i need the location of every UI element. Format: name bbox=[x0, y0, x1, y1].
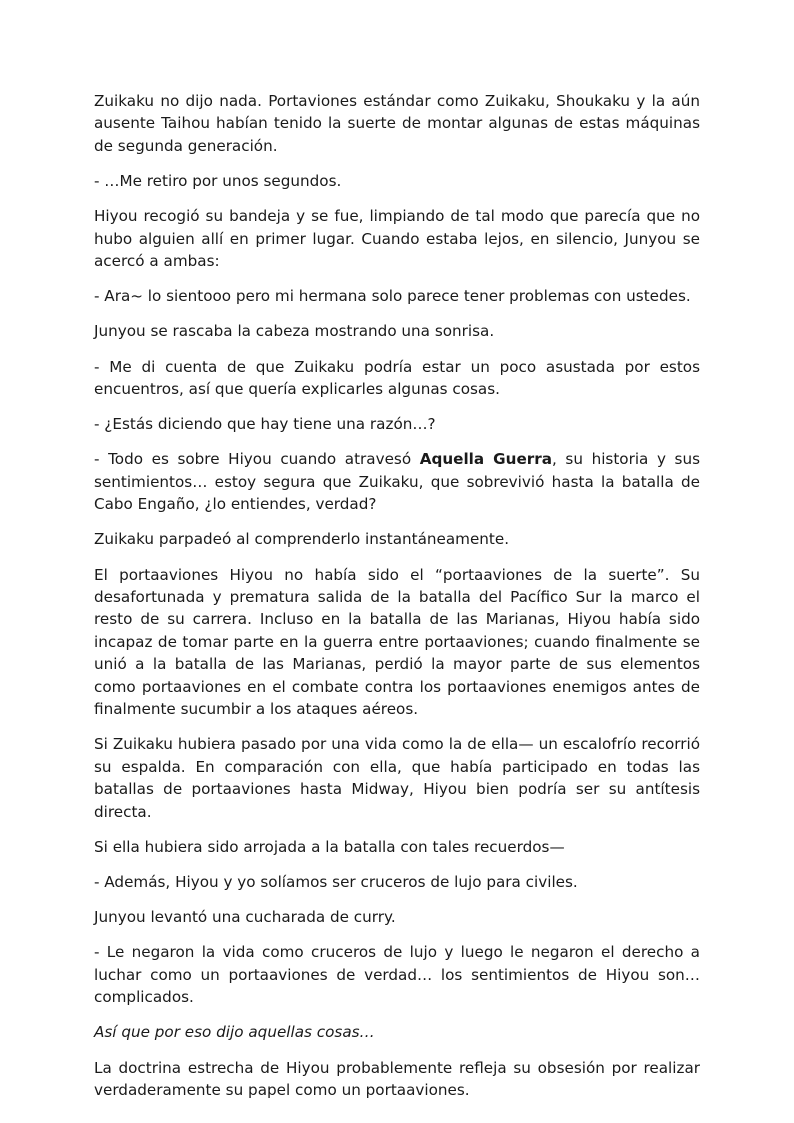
dialogue-line-7: - Le negaron la vida como cruceros de lujo y luego le negaron el derecho a luchar como un portaaviones de verdad… los sentimientos de Hiyou son… complicados. bbox=[94, 943, 700, 1007]
inner-thought: Así que por eso dijo aquellas cosas… bbox=[94, 1023, 375, 1042]
paragraph-6: Si Zuikaku hubiera pasado por una vida como la de ella— un escalofrío recorrió su espalda. En comparación con ella, que había participado en todas las batallas de portaaviones hasta Midway, Hiyou bien podría ser su antítesis directa. bbox=[94, 735, 700, 821]
dialogue-line-5-end: , su historia y sus sentimientos… estoy segura que Zuikaku, que sobrevivió hasta la batalla de Cabo Engaño, ¿lo entiendes, verdad? bbox=[94, 450, 700, 514]
dialogue-line-5 bbox=[94, 448, 700, 515]
dialogue-line-1: - …Me retiro por unos segundos. bbox=[94, 172, 342, 191]
dialogue-line-3: - Me di cuenta de que Zuikaku podría estar un poco asustada por estos encuentros, así que quería explicarles algunas cosas. bbox=[94, 357, 700, 399]
paragraph-9: La doctrina estrecha de Hiyou probablemente refleja su obsesión por realizar verdaderamente su papel como un portaaviones. bbox=[94, 1058, 700, 1099]
dialogue-line-2: - Ara~ lo sientooo pero mi hermana solo parece tener problemas con ustedes. bbox=[94, 287, 691, 306]
paragraph-2: Hiyou recogió su bandeja y se fue, limpiando de tal modo que parecía que no hubo alguien allí en primer lugar. Cuando estaba lejos, en silencio, Junyou se acercó a ambas: bbox=[94, 207, 700, 271]
paragraph-1: Zuikaku no dijo nada. Portaviones estándar como Zuikaku, Shoukaku y la aún ausente Taihou habían tenido la suerte de montar algunas de estas máquinas de segunda generación. bbox=[94, 92, 700, 155]
paragraph-4: Zuikaku parpadeó al comprenderlo instantáneamente. bbox=[94, 530, 510, 549]
paragraph-5: El portaaviones Hiyou no había sido el “portaaviones de la suerte”. Su desafortunada y prematura salida de la batalla del Pacífico Sur la marco el resto de su carrera. Incluso en la batalla de las Marianas, Hiyou había sido incapaz de tomar parte en la guerra entre portaaviones; cuando finalmente se unió a la batalla de las Marianas, perdió la mayor parte de sus elementos como portaaviones en el combate contra los portaaviones enemigos antes de finalmente sucumbir a los ataques aéreos. bbox=[94, 565, 700, 719]
dialogue-line-5-start: - Todo es sobre Hiyou cuando atravesó bbox=[94, 450, 420, 469]
paragraph-8: Junyou levantó una cucharada de curry. bbox=[94, 908, 396, 927]
dialogue-line-6: - Además, Hiyou y yo solíamos ser cruceros de lujo para civiles. bbox=[94, 872, 578, 891]
paragraph-3: Junyou se rascaba la cabeza mostrando una sonrisa. bbox=[94, 322, 495, 341]
paragraph-7: Si ella hubiera sido arrojada a la batalla con tales recuerdos— bbox=[94, 837, 565, 856]
emphasis-aquella-guerra: Aquella Guerra bbox=[419, 450, 552, 469]
dialogue-line-4: - ¿Estás diciendo que hay tiene una razón…? bbox=[94, 415, 436, 434]
document-body bbox=[94, 90, 700, 1114]
